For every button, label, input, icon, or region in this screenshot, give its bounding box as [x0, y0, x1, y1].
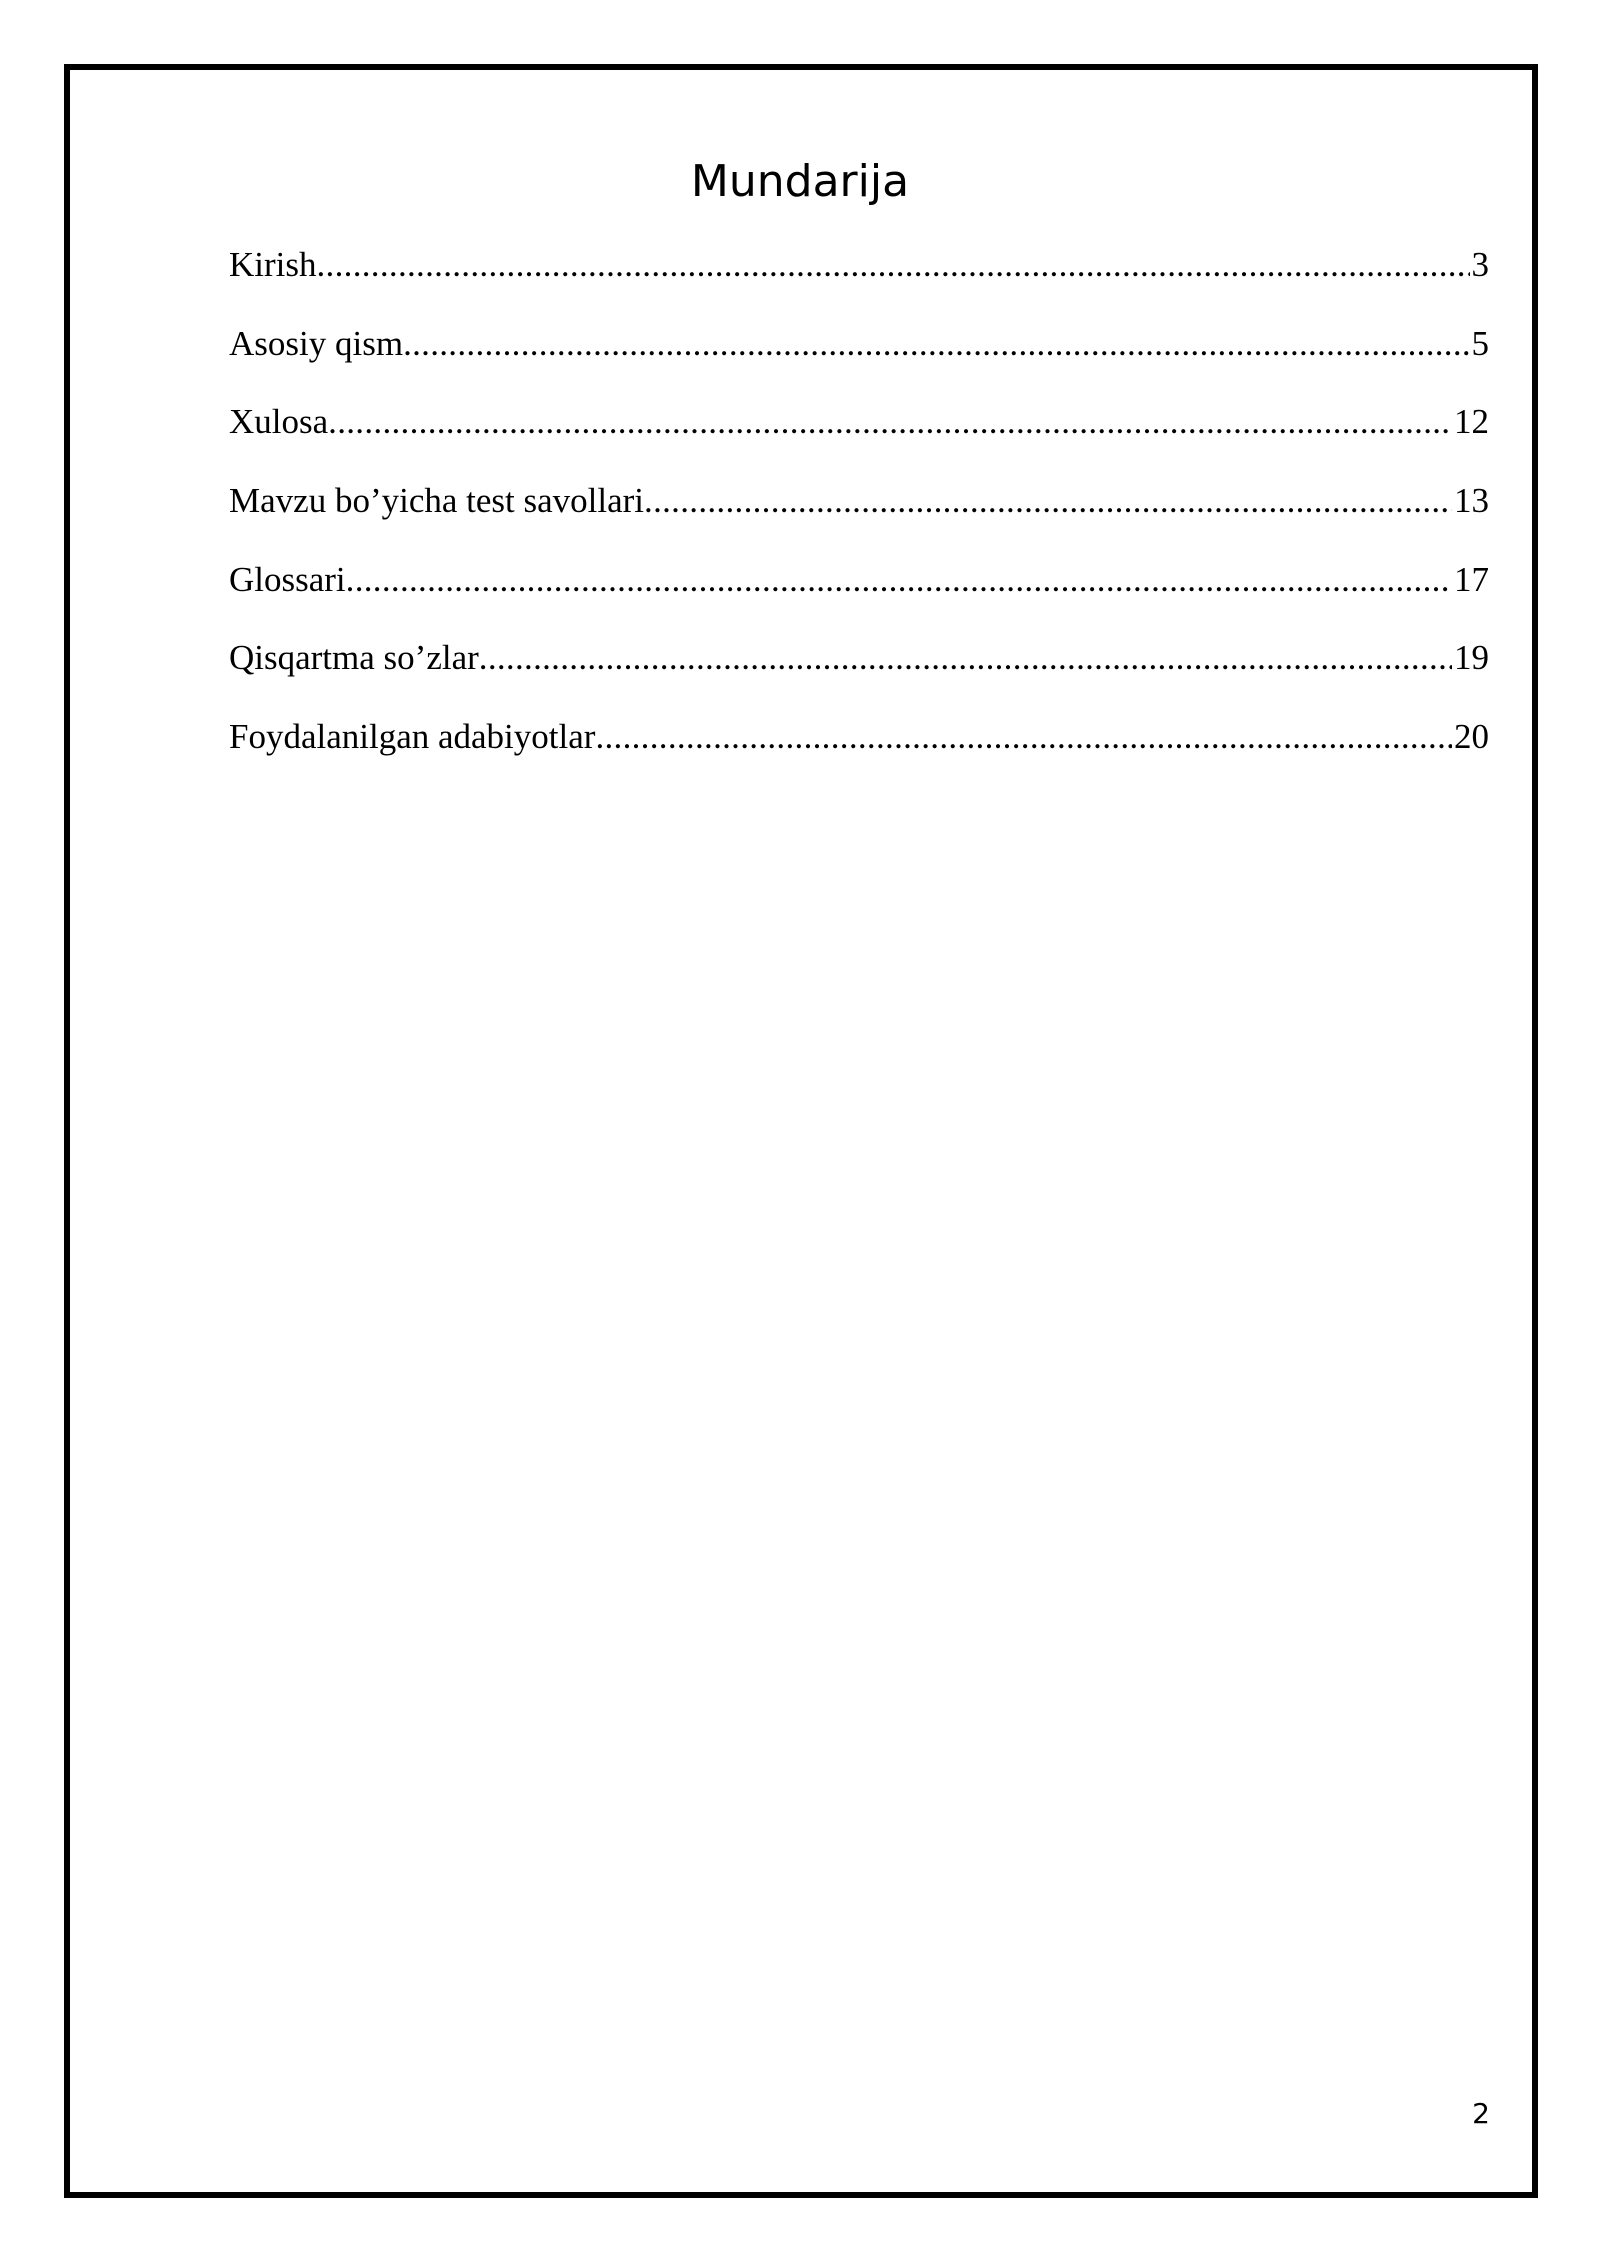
page-title: Mundarija: [690, 156, 910, 207]
toc-entry-label: Kirish: [229, 245, 317, 284]
toc-dot-leader: [328, 397, 1452, 447]
toc-entry-page: 20: [1454, 717, 1489, 757]
toc-dot-leader: [479, 633, 1452, 683]
table-of-contents: [229, 240, 1489, 791]
toc-dot-leader: [644, 476, 1452, 526]
toc-entry-glossari[interactable]: [229, 555, 1489, 634]
toc-entry-page: 3: [1471, 245, 1489, 284]
toc-entry-xulosa[interactable]: [229, 397, 1489, 476]
toc-entry-page: 17: [1454, 559, 1489, 599]
toc-entry-page: 12: [1454, 402, 1489, 442]
toc-entry-asosiy-qism[interactable]: [229, 319, 1489, 398]
toc-entry-label: Foydalanilgan adabiyotlar: [229, 717, 596, 757]
toc-dot-leader: [346, 555, 1452, 605]
toc-entry-foydalanilgan-adabiyotlar[interactable]: [229, 712, 1489, 791]
toc-dot-leader: [403, 319, 1469, 369]
toc-entry-kirish[interactable]: [229, 240, 1489, 319]
toc-entry-page: 13: [1454, 481, 1489, 521]
toc-entry-label: Xulosa: [229, 402, 329, 442]
toc-entry-page: 5: [1471, 323, 1489, 363]
toc-dot-leader: [595, 712, 1452, 762]
toc-dot-leader: [317, 240, 1470, 290]
page-number: 2: [1472, 2097, 1490, 2130]
toc-entry-label: Glossari: [229, 559, 346, 599]
toc-entry-label: Asosiy qism: [229, 323, 404, 363]
toc-entry-label: Mavzu bo’yicha test savollari: [229, 481, 645, 521]
toc-entry-page: 19: [1454, 638, 1489, 678]
toc-entry-qisqartma-sozlar[interactable]: [229, 633, 1489, 712]
toc-entry-label: Qisqartma so’zlar: [229, 638, 479, 678]
toc-entry-test-savollari[interactable]: [229, 476, 1489, 555]
